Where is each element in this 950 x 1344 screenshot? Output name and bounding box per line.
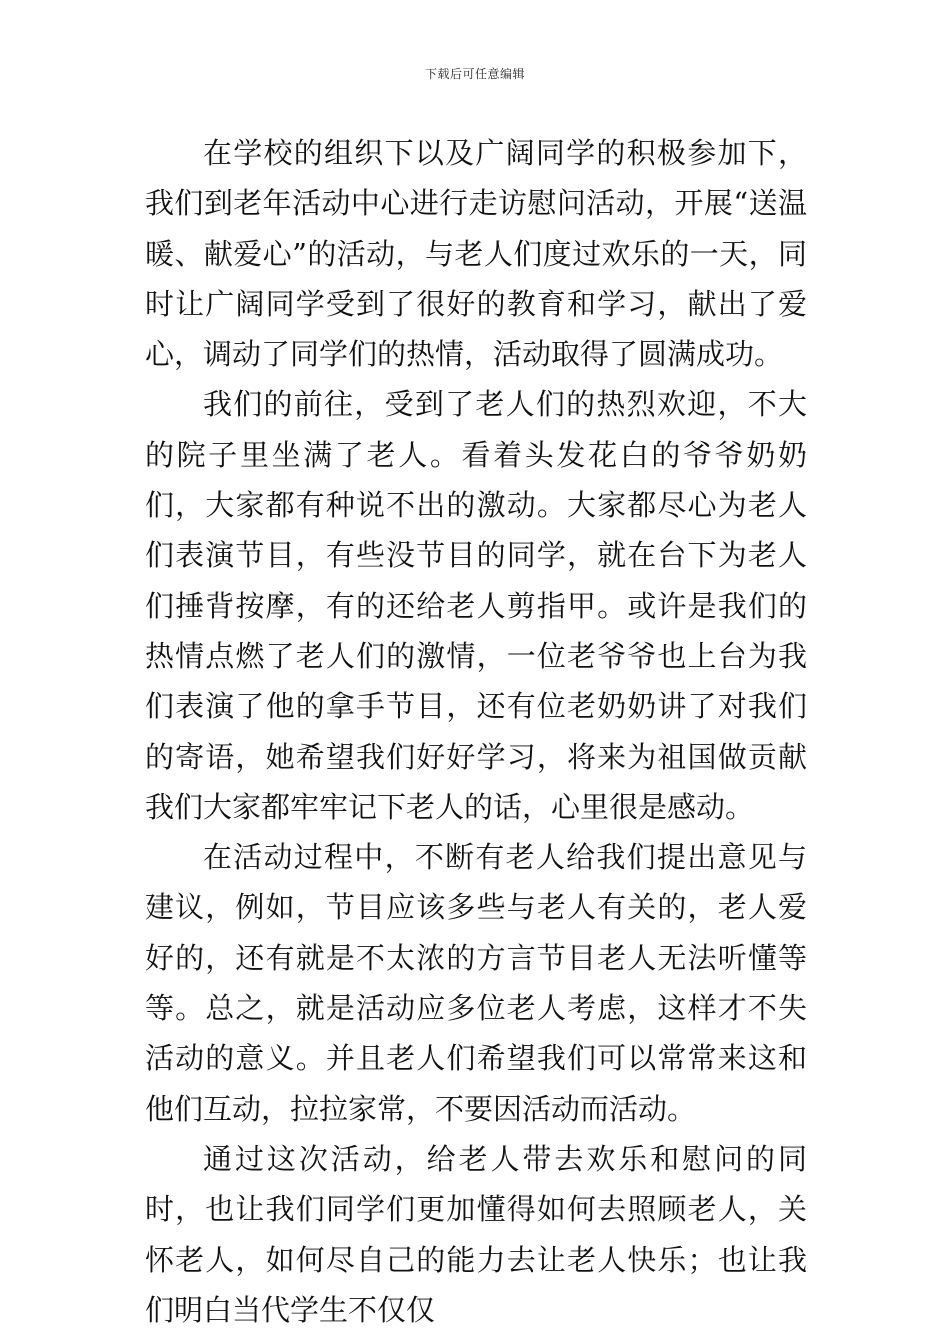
paragraph-2: 我们的前往，受到了老人们的热烈欢迎，不大的院子里坐满了老人。看着头发花白的爷爷奶奶们，大家都有种说不出的激动。大家都尽心为老人们表演节目，有些没节目的同学，就在台下为老人们捶背按摩，有的还给老人剪指甲。或许是我们的热情点燃了老人们的激情，一位老爷爷也上台为我们表演了他的拿手节目，还有位老奶奶讲了对我们的寄语，她希望我们好好学习，将来为祖国做贡献我们大家都牢牢记下老人的话，心里很是感动。 [145, 387, 807, 824]
page-header: 下载后可任意编辑 [424, 67, 525, 81]
paragraph-4: 通过这次活动，给老人带去欢乐和慰问的同时，也让我们同学们更加懂得如何去照顾老人，关怀老人，如何尽自己的能力去让老人快乐；也让我们明白当代学生不仅仅 [145, 1141, 807, 1327]
document-body [145, 128, 807, 1335]
paragraph-3: 在活动过程中，不断有老人给我们提出意见与建议，例如，节目应该多些与老人有关的，老人爱好的，还有就是不太浓的方言节目老人无法听懂等等。总之，就是活动应多位老人考虑，这样才不失活动的意义。并且老人们希望我们可以常常来这和他们互动，拉拉家常，不要因活动而活动。 [145, 840, 807, 1126]
paragraph-1: 在学校的组织下以及广阔同学的积极参加下，我们到老年活动中心进行走访慰问活动，开展“送温暖、献爱心”的活动，与老人们度过欢乐的一天，同时让广阔同学受到了很好的教育和学习，献出了爱心，调动了同学们的热情，活动取得了圆满成功。 [145, 136, 807, 372]
